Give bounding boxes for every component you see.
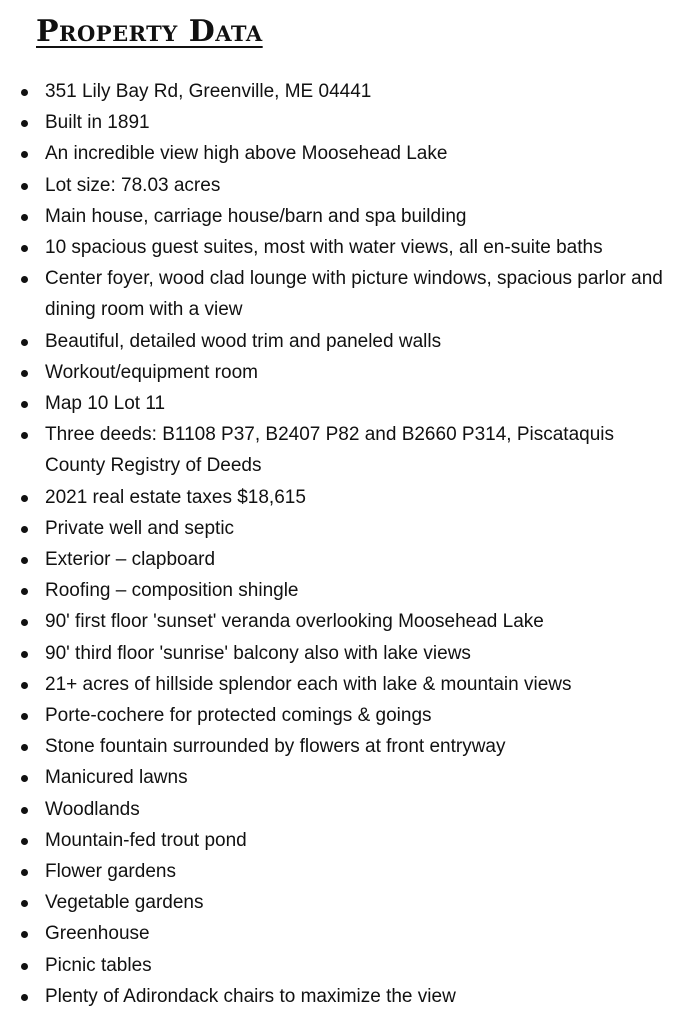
list-item: Workout/equipment room: [18, 357, 668, 388]
list-item: Roofing – composition shingle: [18, 575, 668, 606]
list-item: Greenhouse: [18, 918, 668, 949]
list-item: Mountain-fed trout pond: [18, 825, 668, 856]
list-item: Three deeds: B1108 P37, B2407 P82 and B2660 P314, Piscataquis County Registry of Deeds: [18, 419, 668, 481]
list-item: 10 spacious guest suites, most with water views, all en-suite baths: [18, 232, 668, 263]
list-item: Center foyer, wood clad lounge with picture windows, spacious parlor and dining room with a view: [18, 263, 668, 325]
list-item: Picnic tables: [18, 950, 668, 981]
list-item: Flower gardens: [18, 856, 668, 887]
list-item: Main house, carriage house/barn and spa building: [18, 201, 668, 232]
list-item: Vegetable gardens: [18, 887, 668, 918]
list-item: Plenty of Adirondack chairs to maximize the view: [18, 981, 668, 1012]
list-item: Private well and septic: [18, 513, 668, 544]
list-item: Built in 1891: [18, 107, 668, 138]
list-item: Manicured lawns: [18, 762, 668, 793]
list-item: 351 Lily Bay Rd, Greenville, ME 04441: [18, 76, 668, 107]
list-item: 90' first floor 'sunset' veranda overlooking Moosehead Lake: [18, 606, 668, 637]
property-features-list: [18, 76, 668, 1012]
list-item: Map 10 Lot 11: [18, 388, 668, 419]
list-item: An incredible view high above Moosehead Lake: [18, 138, 668, 169]
list-item: Lot size: 78.03 acres: [18, 170, 668, 201]
list-item: Stone fountain surrounded by flowers at front entryway: [18, 731, 668, 762]
list-item: Beautiful, detailed wood trim and paneled walls: [18, 326, 668, 357]
list-item: 90' third floor 'sunrise' balcony also with lake views: [18, 638, 668, 669]
list-item: 2021 real estate taxes $18,615: [18, 482, 668, 513]
page-title: Property Data: [36, 14, 263, 49]
list-item: Woodlands: [18, 794, 668, 825]
list-item: Exterior – clapboard: [18, 544, 668, 575]
list-item: Porte-cochere for protected comings & goings: [18, 700, 668, 731]
list-item: 21+ acres of hillside splendor each with lake & mountain views: [18, 669, 668, 700]
